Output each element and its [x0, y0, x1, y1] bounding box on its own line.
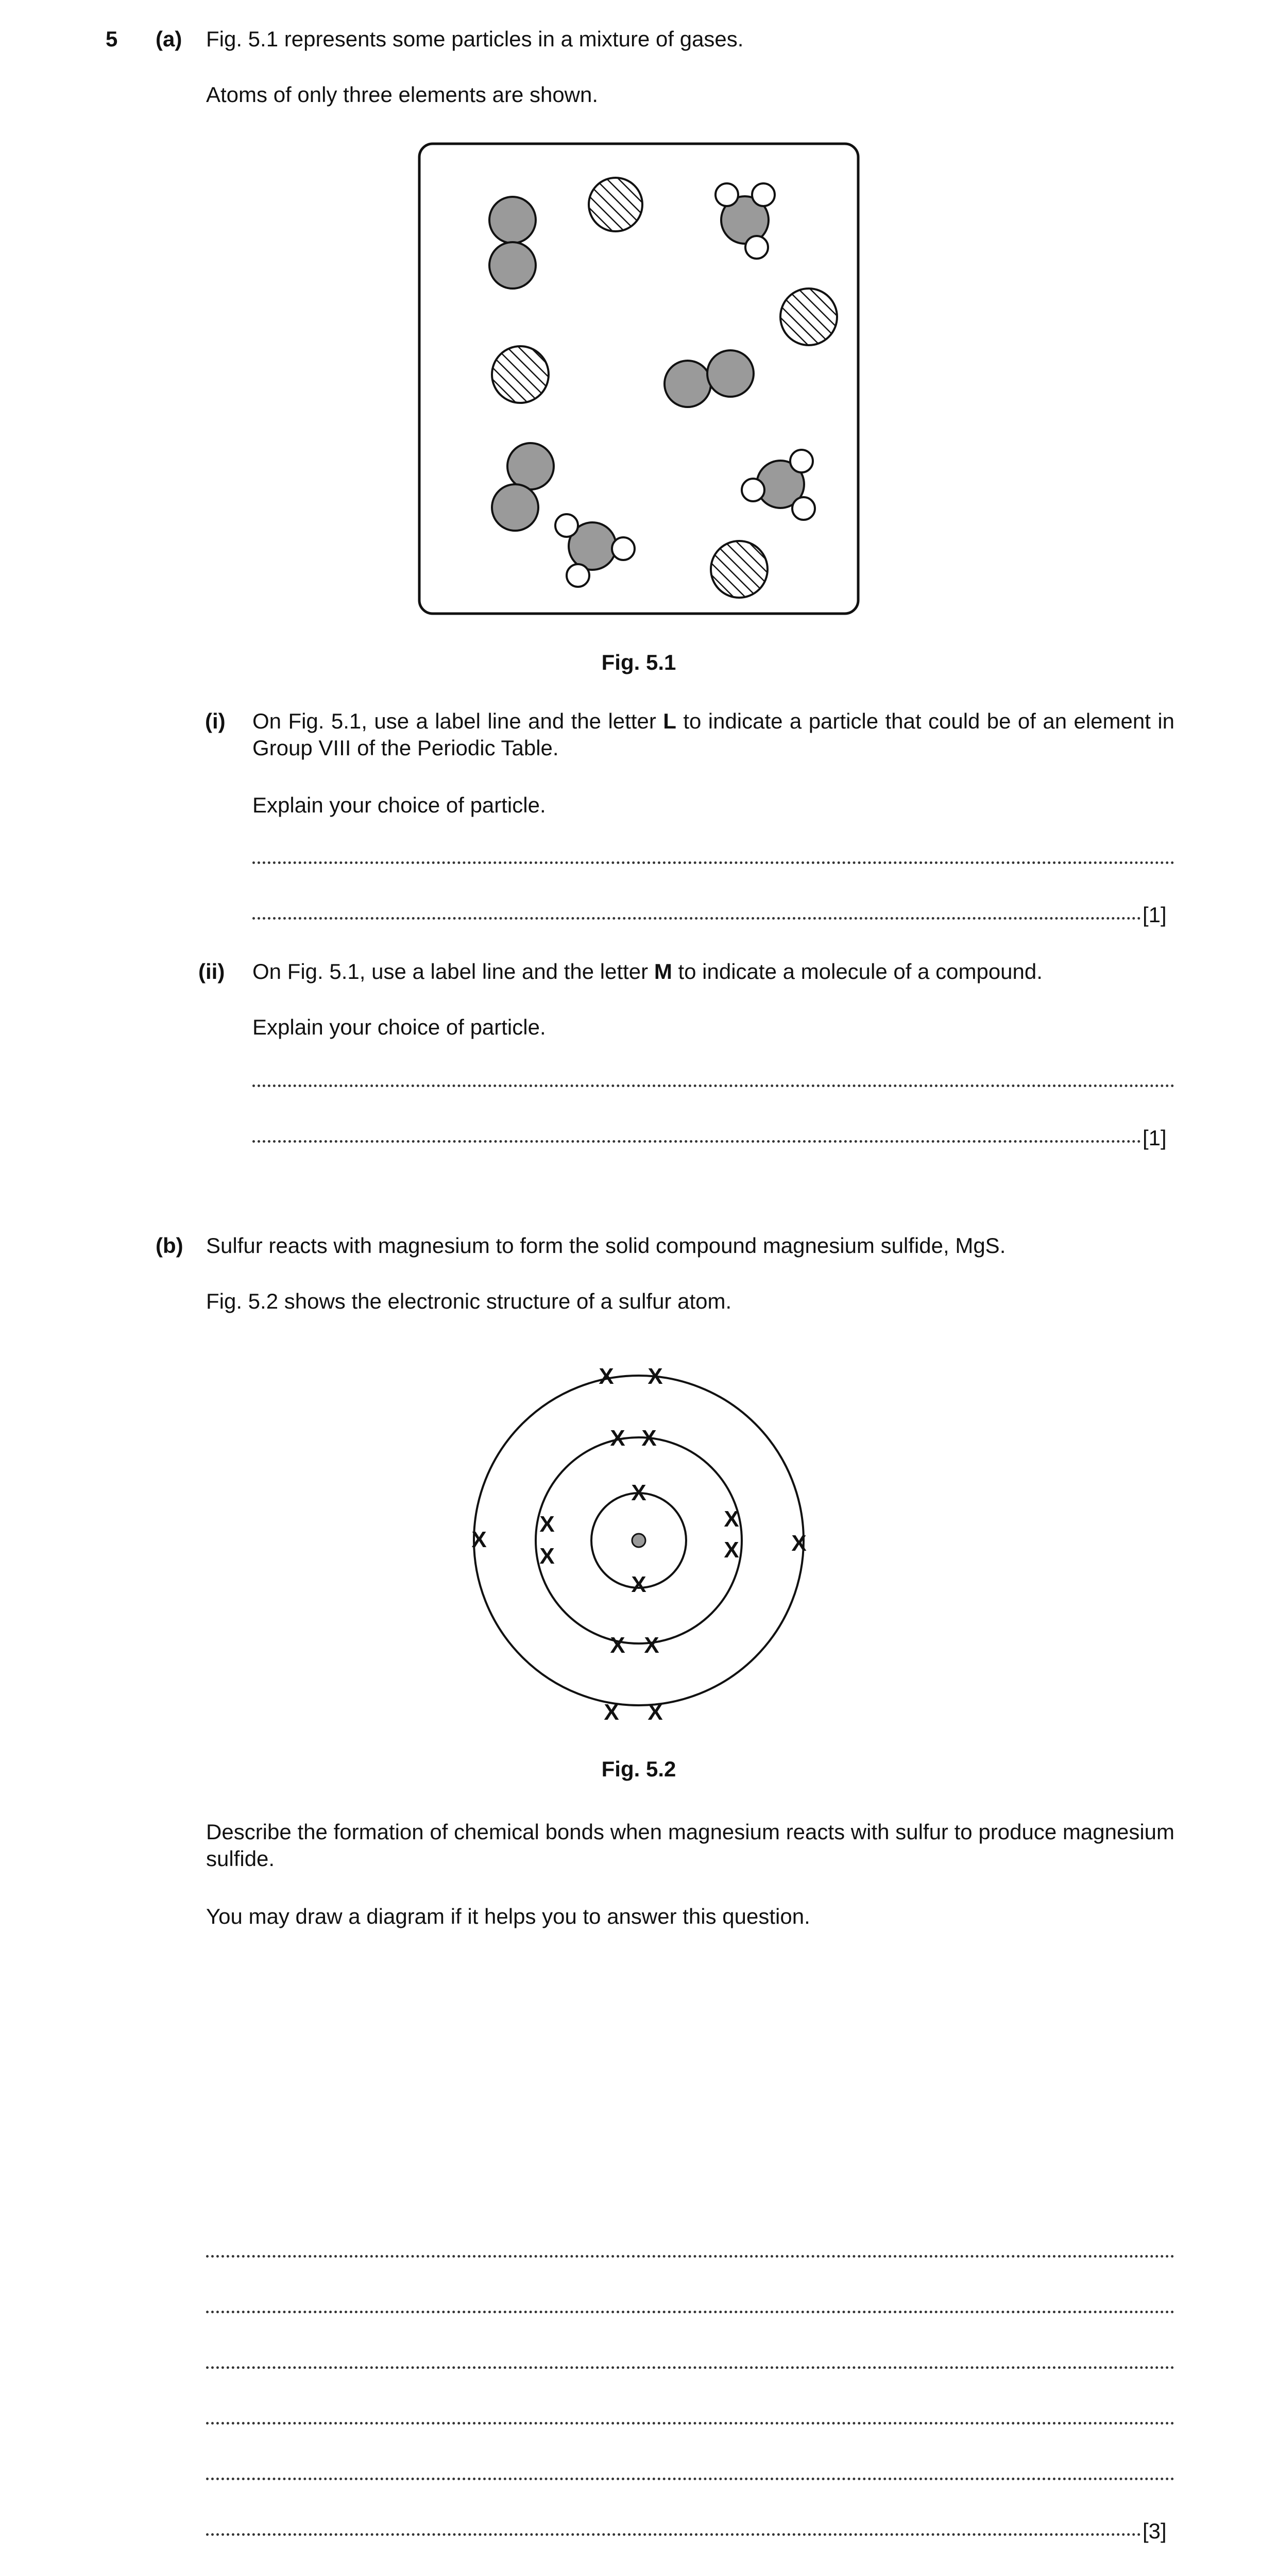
part-a-ii-explain: Explain your choice of particle.: [252, 1015, 546, 1039]
fig-5-2-caption: Fig. 5.2: [601, 1757, 676, 1781]
part-a-label: (a): [156, 27, 182, 51]
svg-text:X: X: [604, 1700, 619, 1721]
svg-text:X: X: [724, 1506, 739, 1532]
part-b-describe: Describe the formation of chemical bonds when magnesium reacts with sulfur to produce magnesium sulfide.: [206, 1820, 1174, 1871]
fig-5-2-sulfur-atom: [458, 1345, 819, 1721]
answer-line[interactable]: [206, 2346, 1174, 2369]
question-number: 5: [106, 27, 118, 51]
monatomic-hatched-particle: [780, 289, 837, 345]
monatomic-hatched-particle: [711, 541, 768, 598]
svg-text:X: X: [724, 1537, 739, 1563]
monatomic-hatched-particle: [589, 178, 642, 231]
svg-text:X: X: [539, 1512, 555, 1537]
part-a-ii-label: (ii): [198, 959, 225, 984]
fig-5-1-particles: [417, 142, 860, 616]
nucleus: [632, 1534, 645, 1547]
answer-line[interactable]: [206, 2457, 1174, 2480]
answer-line[interactable]: [206, 2401, 1174, 2425]
answer-line[interactable]: [206, 2290, 1174, 2313]
part-a-i-label: (i): [205, 709, 226, 733]
part-b-intro: Sulfur reacts with magnesium to form the solid compound magnesium sulfide, MgS.: [206, 1233, 1006, 1258]
fig-5-1-caption: Fig. 5.1: [601, 650, 676, 674]
answer-line[interactable]: [252, 896, 1141, 920]
svg-text:X: X: [610, 1633, 625, 1658]
svg-text:X: X: [631, 1480, 646, 1505]
svg-text:X: X: [599, 1364, 614, 1389]
svg-text:X: X: [644, 1633, 659, 1658]
part-b-label: (b): [156, 1233, 183, 1258]
part-a-ii-question: On Fig. 5.1, use a label line and the letter M to indicate a molecule of a compound.: [252, 959, 1043, 984]
answer-line[interactable]: [252, 841, 1174, 864]
svg-text:X: X: [791, 1531, 807, 1556]
answer-line[interactable]: [206, 2513, 1141, 2536]
part-a-i-question: On Fig. 5.1, use a label line and the letter L to indicate a particle that could be of an element in Group VIII of the Periodic Table.: [252, 709, 1175, 760]
answer-line[interactable]: [206, 2234, 1174, 2258]
svg-text:X: X: [610, 1426, 625, 1451]
svg-text:X: X: [647, 1364, 663, 1389]
part-b-diagram-note: You may draw a diagram if it helps you to answer this question.: [206, 1904, 810, 1928]
answer-line[interactable]: [252, 1120, 1141, 1143]
svg-text:X: X: [471, 1527, 487, 1552]
svg-text:X: X: [647, 1700, 663, 1721]
answer-line[interactable]: [252, 1064, 1174, 1087]
svg-text:X: X: [641, 1426, 657, 1451]
monatomic-hatched-particle: [492, 346, 549, 403]
part-a-i-explain: Explain your choice of particle.: [252, 793, 546, 817]
part-b-intro2: Fig. 5.2 shows the electronic structure of a sulfur atom.: [206, 1289, 732, 1313]
svg-text:X: X: [539, 1544, 555, 1569]
part-a-intro2: Atoms of only three elements are shown.: [206, 82, 599, 107]
svg-text:X: X: [631, 1572, 646, 1597]
mark-allocation: [1]: [1143, 1126, 1167, 1150]
part-a-intro: Fig. 5.1 represents some particles in a mixture of gases.: [206, 27, 744, 51]
mark-allocation: [3]: [1143, 2519, 1167, 2543]
mark-allocation: [1]: [1143, 903, 1167, 927]
